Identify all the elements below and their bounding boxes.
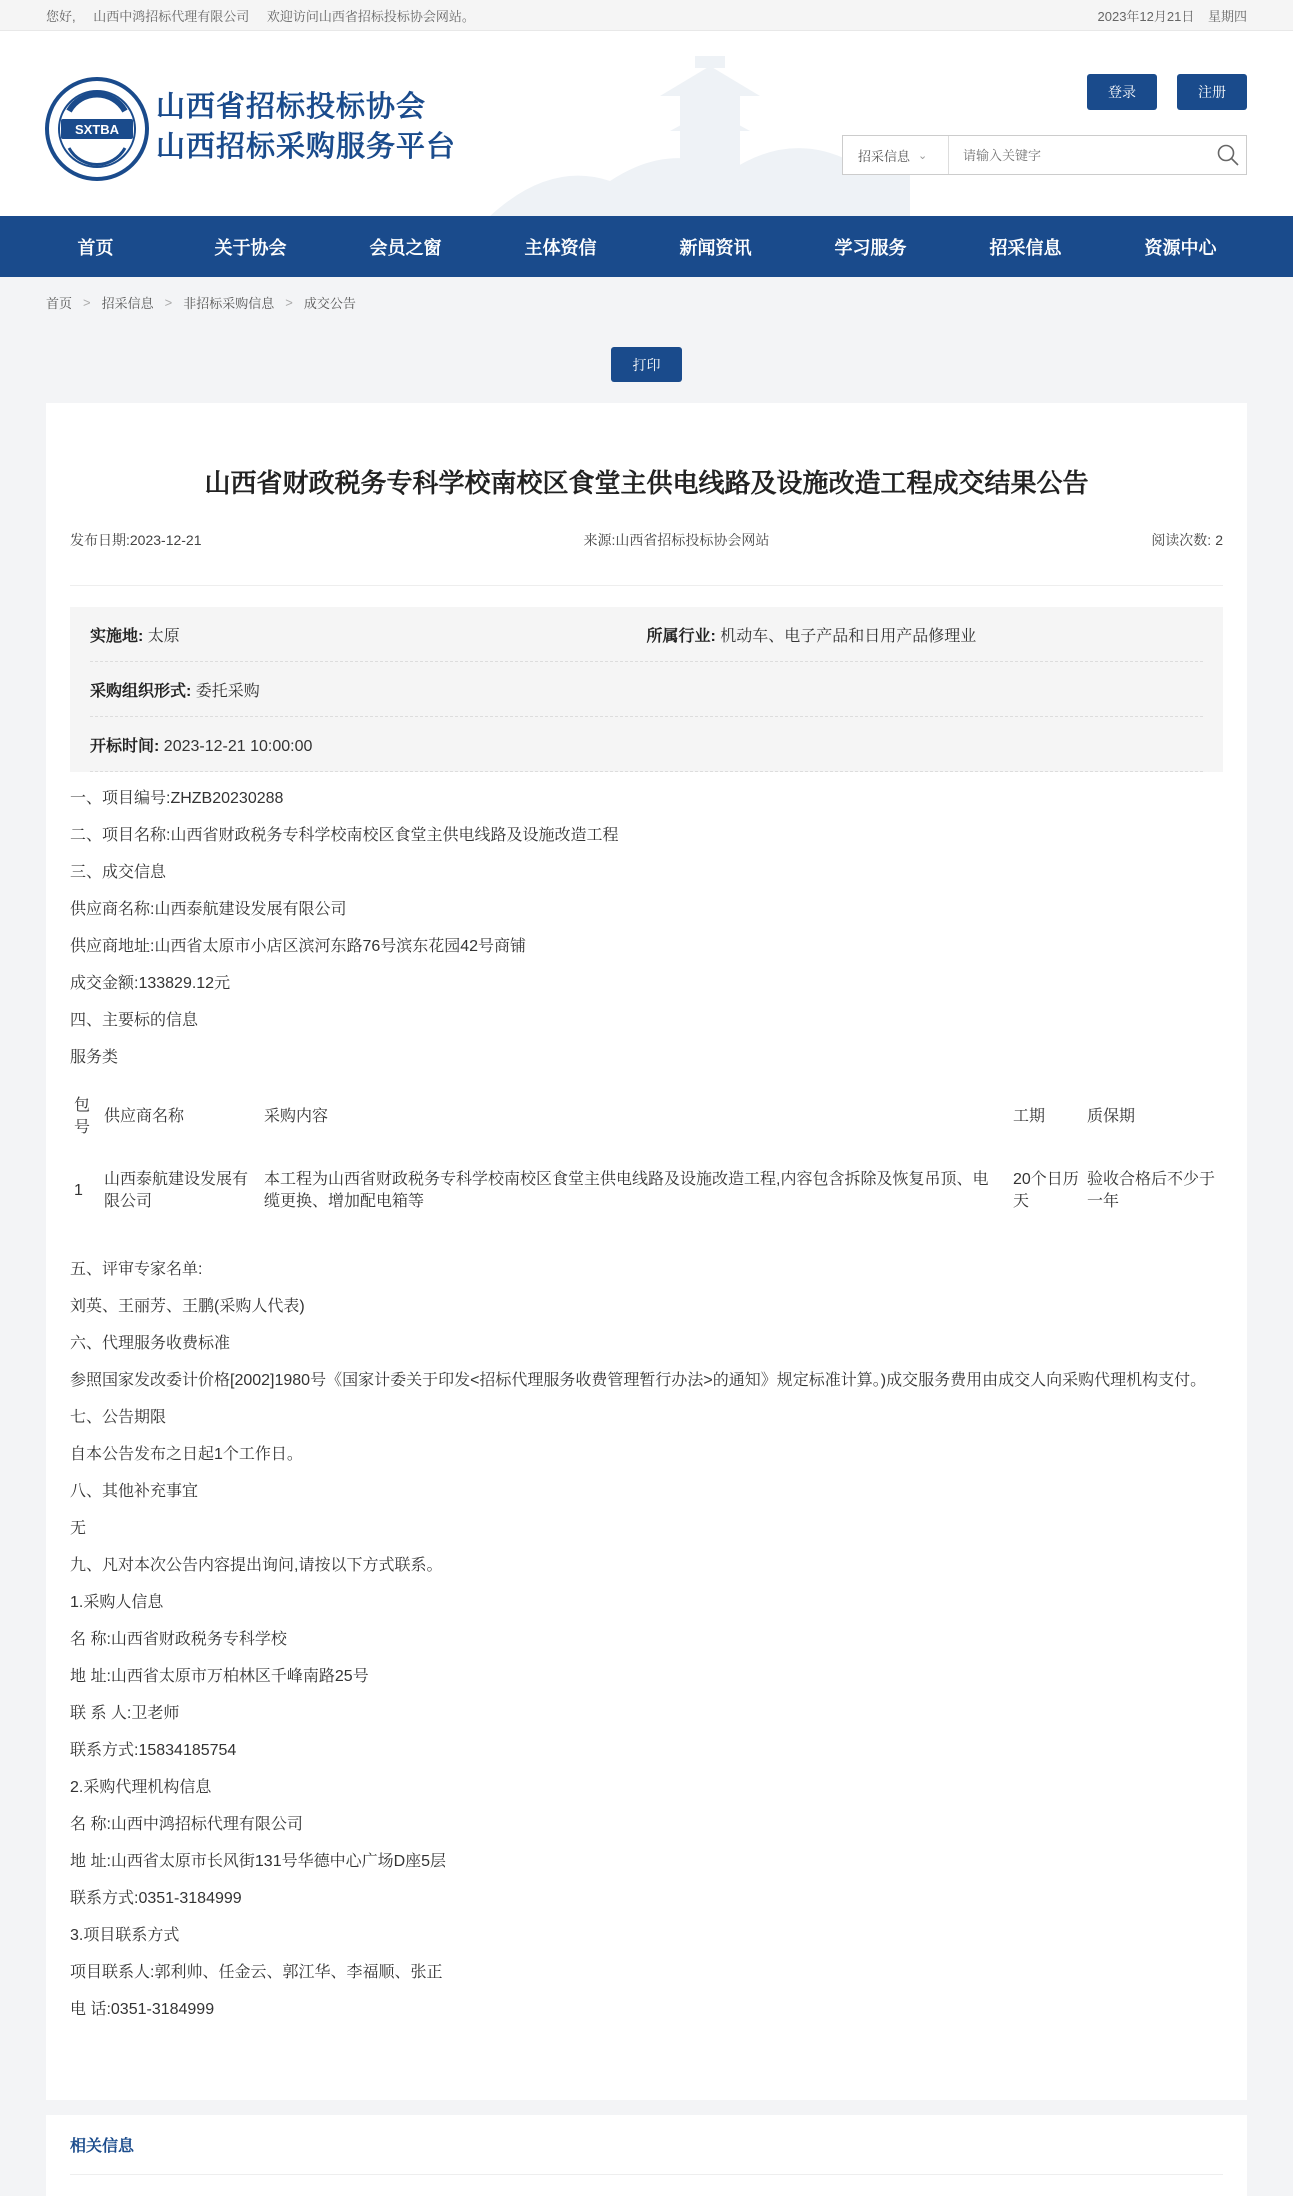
paragraph: 名 称:山西中鸿招标代理有限公司 <box>70 1816 303 1833</box>
nav-item-home[interactable]: 首页 <box>77 237 114 258</box>
related-info-title: 相关信息 <box>70 2115 1223 2175</box>
view-count-value: 2 <box>1215 532 1223 548</box>
info-row <box>90 607 1203 662</box>
site-header <box>0 31 1293 216</box>
project-info-box <box>70 607 1223 772</box>
paragraph: 地 址:山西省太原市长风街131号华德中心广场D座5层 <box>70 1853 447 1870</box>
user-company: 山西中鸿招标代理有限公司 <box>93 8 250 24</box>
pavilion-background-art <box>490 41 910 216</box>
cell-lot-no: 1 <box>74 1182 83 1199</box>
open-time-label: 开标时间: <box>90 737 160 755</box>
info-row <box>90 717 1203 772</box>
chevron-right-icon: > <box>83 294 91 310</box>
source-label: 来源: <box>583 532 616 548</box>
breadcrumb <box>0 277 1293 327</box>
paragraph: 无 <box>70 1520 87 1537</box>
current-date: 2023年12月21日 <box>1097 8 1195 24</box>
paragraph: 3.项目联系方式 <box>70 1927 180 1944</box>
view-count <box>1151 530 1223 550</box>
nav-item-members[interactable]: 会员之窗 <box>369 237 442 258</box>
location-value: 太原 <box>147 627 180 645</box>
current-weekday: 星期四 <box>1207 8 1247 24</box>
nav-item-news[interactable]: 新闻资讯 <box>679 237 752 258</box>
nav-item-about[interactable]: 关于协会 <box>214 237 287 258</box>
paragraph: 供应商地址:山西省太原市小店区滨河东路76号滨东花园42号商铺 <box>70 938 527 955</box>
header-warranty: 质保期 <box>1087 1108 1136 1125</box>
publish-date <box>70 530 202 550</box>
paragraph: 联系方式:15834185754 <box>70 1742 237 1759</box>
breadcrumb-procurement[interactable]: 招采信息 <box>101 295 154 311</box>
register-button[interactable]: 注册 <box>1177 74 1247 110</box>
paragraph: 供应商名称:山西泰航建设发展有限公司 <box>70 901 347 918</box>
nav-item-credit[interactable]: 主体资信 <box>524 237 597 258</box>
header-content: 采购内容 <box>264 1108 329 1125</box>
article-panel <box>46 403 1247 2100</box>
welcome-text: 欢迎访问山西省招标投标协会网站。 <box>266 8 475 24</box>
header-lot-no: 包号 <box>74 1097 91 1136</box>
paragraph: 地 址:山西省太原市万柏林区千峰南路25号 <box>70 1668 369 1685</box>
paragraph: 六、代理服务收费标准 <box>70 1335 231 1352</box>
industry-label: 所属行业: <box>646 627 716 645</box>
paragraph: 服务类 <box>70 1049 119 1066</box>
search-category-value: 招采信息 <box>858 148 911 164</box>
login-button[interactable]: 登录 <box>1087 74 1157 110</box>
breadcrumb-non-tender[interactable]: 非招标采购信息 <box>183 295 275 311</box>
cell-supplier: 山西泰航建设发展有限公司 <box>104 1171 249 1210</box>
industry-value: 机动车、电子产品和日用产品修理业 <box>720 627 977 645</box>
paragraph: 五、评审专家名单: <box>70 1261 203 1278</box>
chevron-right-icon: > <box>285 294 293 310</box>
cell-duration: 20个日历天 <box>1013 1171 1079 1210</box>
breadcrumb-current: 成交公告 <box>303 295 356 311</box>
paragraph: 自本公告发布之日起1个工作日。 <box>70 1446 303 1463</box>
header-duration: 工期 <box>1013 1108 1046 1125</box>
article-meta <box>70 530 1223 586</box>
article-title: 山西省财政税务专科学校南校区食堂主供电线路及设施改造工程成交结果公告 <box>204 468 1089 498</box>
paragraph: 二、项目名称:山西省财政税务专科学校南校区食堂主供电线路及设施改造工程 <box>70 827 619 844</box>
paragraph: 电 话:0351-3184999 <box>70 2001 215 2018</box>
paragraph: 联 系 人:卫老师 <box>70 1705 180 1722</box>
publish-date-value: 2023-12-21 <box>129 532 202 548</box>
site-logo-title[interactable] <box>156 87 456 167</box>
search-icon[interactable] <box>1210 143 1246 167</box>
chevron-right-icon: > <box>164 294 173 310</box>
main-nav <box>0 216 1293 277</box>
article-body <box>70 788 1223 2021</box>
paragraph: 2.采购代理机构信息 <box>70 1779 212 1796</box>
paragraph: 一、项目编号:ZHZB20230288 <box>70 790 284 807</box>
location-label: 实施地: <box>90 627 144 645</box>
source-value: 山西省招标投标协会网站 <box>615 532 770 548</box>
search-category-select[interactable] <box>843 136 949 174</box>
header-supplier: 供应商名称 <box>104 1108 185 1125</box>
greeting: 您好, <box>46 8 76 24</box>
chevron-down-icon: ⌄ <box>918 149 928 162</box>
logo-seal-text: SXTBA <box>74 122 120 137</box>
source <box>583 530 769 550</box>
open-time-value: 2023-12-21 10:00:00 <box>163 737 313 755</box>
paragraph: 七、公告期限 <box>70 1409 167 1426</box>
publish-date-label: 发布日期: <box>70 532 130 548</box>
top-bar <box>0 0 1293 31</box>
table-row <box>70 1149 1223 1233</box>
logo-title-line2: 山西招标采购服务平台 <box>156 131 457 163</box>
org-form-value: 委托采购 <box>195 682 260 700</box>
logo-title-line1: 山西省招标投标协会 <box>156 91 427 123</box>
association-logo-icon <box>44 76 150 182</box>
lot-table <box>70 1085 1223 1233</box>
paragraph: 成交金额:133829.12元 <box>70 975 231 992</box>
nav-item-procurement[interactable]: 招采信息 <box>989 237 1062 258</box>
print-button[interactable]: 打印 <box>611 347 682 382</box>
view-count-label: 阅读次数: <box>1151 532 1212 548</box>
paragraph: 四、主要标的信息 <box>70 1012 199 1029</box>
nav-item-resources[interactable]: 资源中心 <box>1144 237 1217 258</box>
paragraph: 1.采购人信息 <box>70 1594 164 1611</box>
search-input[interactable] <box>949 148 1210 163</box>
cell-content: 本工程为山西省财政税务专科学校南校区食堂主供电线路及设施改造工程,内容包含拆除及恢复吊顶、电缆更换、增加配电箱等 <box>264 1171 989 1210</box>
info-row <box>90 662 1203 717</box>
breadcrumb-home[interactable]: 首页 <box>46 295 73 311</box>
table-header-row <box>70 1085 1223 1149</box>
related-info-panel <box>46 2115 1247 2196</box>
paragraph: 项目联系人:郭利帅、任金云、郭江华、李福顺、张正 <box>70 1964 443 1981</box>
paragraph: 三、成交信息 <box>70 864 167 881</box>
paragraph: 名 称:山西省财政税务专科学校 <box>70 1631 287 1648</box>
paragraph: 参照国家发改委计价格[2002]1980号《国家计委关于印发<招标代理服务收费管理暂行办法>的通知》规定标准计算。)成交服务费用由成交人向采购代理机构支付。 <box>70 1372 1207 1389</box>
search-box <box>842 135 1247 175</box>
paragraph: 八、其他补充事宜 <box>70 1483 199 1500</box>
org-form-label: 采购组织形式: <box>90 682 192 700</box>
paragraph: 刘英、王丽芳、王鹏(采购人代表) <box>70 1298 305 1315</box>
nav-item-learning[interactable]: 学习服务 <box>834 237 907 258</box>
paragraph: 九、凡对本次公告内容提出询问,请按以下方式联系。 <box>70 1557 443 1574</box>
cell-warranty: 验收合格后不少于一年 <box>1087 1171 1216 1210</box>
paragraph: 联系方式:0351-3184999 <box>70 1890 242 1907</box>
